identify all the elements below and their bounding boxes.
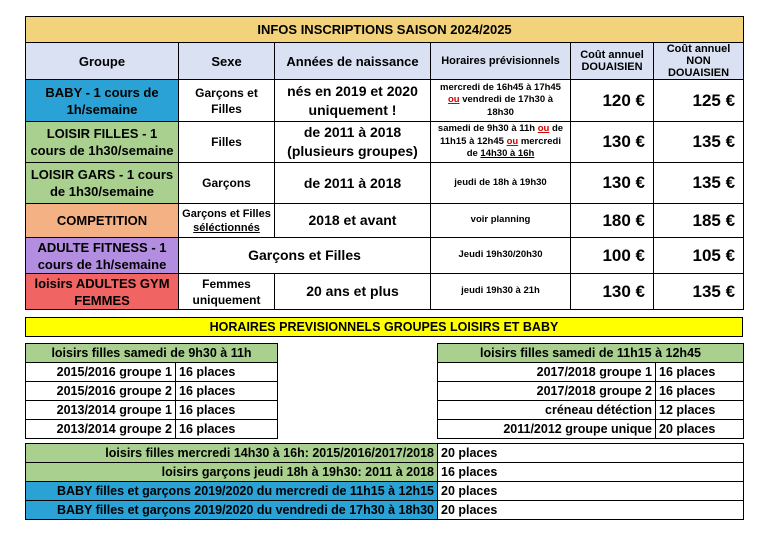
table-title: INFOS INSCRIPTIONS SAISON 2024/2025	[26, 17, 744, 43]
price-douaisien: 130 €	[571, 163, 654, 204]
annees-cell: 20 ans et plus	[275, 274, 431, 310]
group-label: 2017/2018 groupe 2	[438, 382, 656, 401]
places-cell: 16 places	[656, 382, 744, 401]
header-horaires: Horaires prévisionnels	[431, 43, 571, 80]
annees-cell: nés en 2019 et 2020 uniquement !	[275, 80, 431, 122]
table-row	[26, 363, 278, 382]
table-row	[26, 501, 744, 520]
table-row	[438, 401, 744, 420]
group-label: 2013/2014 groupe 2	[26, 420, 176, 439]
horaires-cell: samedi de 9h30 à 11h ou de 11h15 à 12h45 ou mercredi de 14h30 à 16h	[431, 122, 571, 163]
samedi-matin-table	[25, 343, 278, 439]
horaires-cell: jeudi 19h30 à 21h	[431, 274, 571, 310]
places-cell: 12 places	[656, 401, 744, 420]
horaires-banner: HORAIRES PREVISIONNELS GROUPES LOISIRS ET BABY	[25, 317, 743, 337]
table-row	[26, 482, 744, 501]
price-douaisien: 180 €	[571, 204, 654, 238]
table-row	[26, 444, 744, 463]
sexe-cell: Garçons et Filles séléctionnés	[179, 204, 275, 238]
sexe-cell: Garçons et Filles	[179, 238, 431, 274]
places-cell: 16 places	[176, 401, 278, 420]
horaires-cell: Jeudi 19h30/20h30	[431, 238, 571, 274]
autres-creneaux-table	[25, 443, 744, 520]
table-row	[26, 274, 744, 310]
places-cell: 16 places	[176, 363, 278, 382]
table-row	[26, 401, 278, 420]
price-non-douaisien: 105 €	[654, 238, 744, 274]
group-baby: BABY - 1 cours de 1h/semaine	[26, 80, 179, 122]
price-douaisien: 130 €	[571, 122, 654, 163]
table-row	[26, 122, 744, 163]
annees-cell: de 2011 à 2018	[275, 163, 431, 204]
header-annees: Années de naissance	[275, 43, 431, 80]
group-label: 2011/2012 groupe unique	[438, 420, 656, 439]
group-loisir-filles: LOISIR FILLES - 1 cours de 1h30/semaine	[26, 122, 179, 163]
table-row	[26, 382, 278, 401]
table-header: loisirs filles samedi de 9h30 à 11h	[26, 344, 278, 363]
price-non-douaisien: 135 €	[654, 274, 744, 310]
sexe-cell: Filles	[179, 122, 275, 163]
samedi-midi-table	[437, 343, 744, 439]
table-row	[26, 463, 744, 482]
price-douaisien: 130 €	[571, 274, 654, 310]
annees-cell: de 2011 à 2018 (plusieurs groupes)	[275, 122, 431, 163]
group-label: 2013/2014 groupe 1	[26, 401, 176, 420]
price-non-douaisien: 135 €	[654, 163, 744, 204]
table-row	[438, 420, 744, 439]
price-douaisien: 100 €	[571, 238, 654, 274]
table-row	[26, 80, 744, 122]
table-header: loisirs filles samedi de 11h15 à 12h45	[438, 344, 744, 363]
table-row	[438, 382, 744, 401]
places-cell: 20 places	[438, 482, 744, 501]
sexe-cell: Garçons	[179, 163, 275, 204]
group-label: 2015/2016 groupe 2	[26, 382, 176, 401]
header-cout-non-douaisien: Coût annuel NON DOUAISIEN	[654, 43, 744, 80]
price-douaisien: 120 €	[571, 80, 654, 122]
creneau-label: loisirs filles mercredi 14h30 à 16h: 2015/2016/2017/2018	[26, 444, 438, 463]
table-row	[438, 363, 744, 382]
horaires-cell: voir planning	[431, 204, 571, 238]
creneau-label: loisirs garçons jeudi 18h à 19h30: 2011 à 2018	[26, 463, 438, 482]
places-cell: 16 places	[438, 463, 744, 482]
table-row	[26, 238, 744, 274]
group-adultes-gym: loisirs ADULTES GYM FEMMES	[26, 274, 179, 310]
group-adulte-fitness: ADULTE FITNESS - 1 cours de 1h/semaine	[26, 238, 179, 274]
header-cout-douaisien: Coût annuel DOUAISIEN	[571, 43, 654, 80]
places-cell: 16 places	[656, 363, 744, 382]
annees-cell: 2018 et avant	[275, 204, 431, 238]
group-label: créneau détéction	[438, 401, 656, 420]
header-sexe: Sexe	[179, 43, 275, 80]
places-cell: 16 places	[176, 382, 278, 401]
table-row	[26, 163, 744, 204]
table-row	[26, 204, 744, 238]
horaires-cell: jeudi de 18h à 19h30	[431, 163, 571, 204]
horaires-cell: mercredi de 16h45 à 17h45 ou vendredi de 17h30 à 18h30	[431, 80, 571, 122]
price-non-douaisien: 125 €	[654, 80, 744, 122]
sexe-cell: Garçons et Filles	[179, 80, 275, 122]
places-cell: 16 places	[176, 420, 278, 439]
places-cell: 20 places	[656, 420, 744, 439]
places-cell: 20 places	[438, 444, 744, 463]
inscriptions-table	[25, 16, 744, 310]
price-non-douaisien: 185 €	[654, 204, 744, 238]
group-label: 2015/2016 groupe 1	[26, 363, 176, 382]
group-label: 2017/2018 groupe 1	[438, 363, 656, 382]
price-non-douaisien: 135 €	[654, 122, 744, 163]
creneau-label: BABY filles et garçons 2019/2020 du mercredi de 11h15 à 12h15	[26, 482, 438, 501]
header-groupe: Groupe	[26, 43, 179, 80]
sexe-cell: Femmes uniquement	[179, 274, 275, 310]
group-loisir-gars: LOISIR GARS - 1 cours de 1h30/semaine	[26, 163, 179, 204]
creneau-label: BABY filles et garçons 2019/2020 du vendredi de 17h30 à 18h30	[26, 501, 438, 520]
places-cell: 20 places	[438, 501, 744, 520]
group-competition: COMPETITION	[26, 204, 179, 238]
table-row	[26, 420, 278, 439]
